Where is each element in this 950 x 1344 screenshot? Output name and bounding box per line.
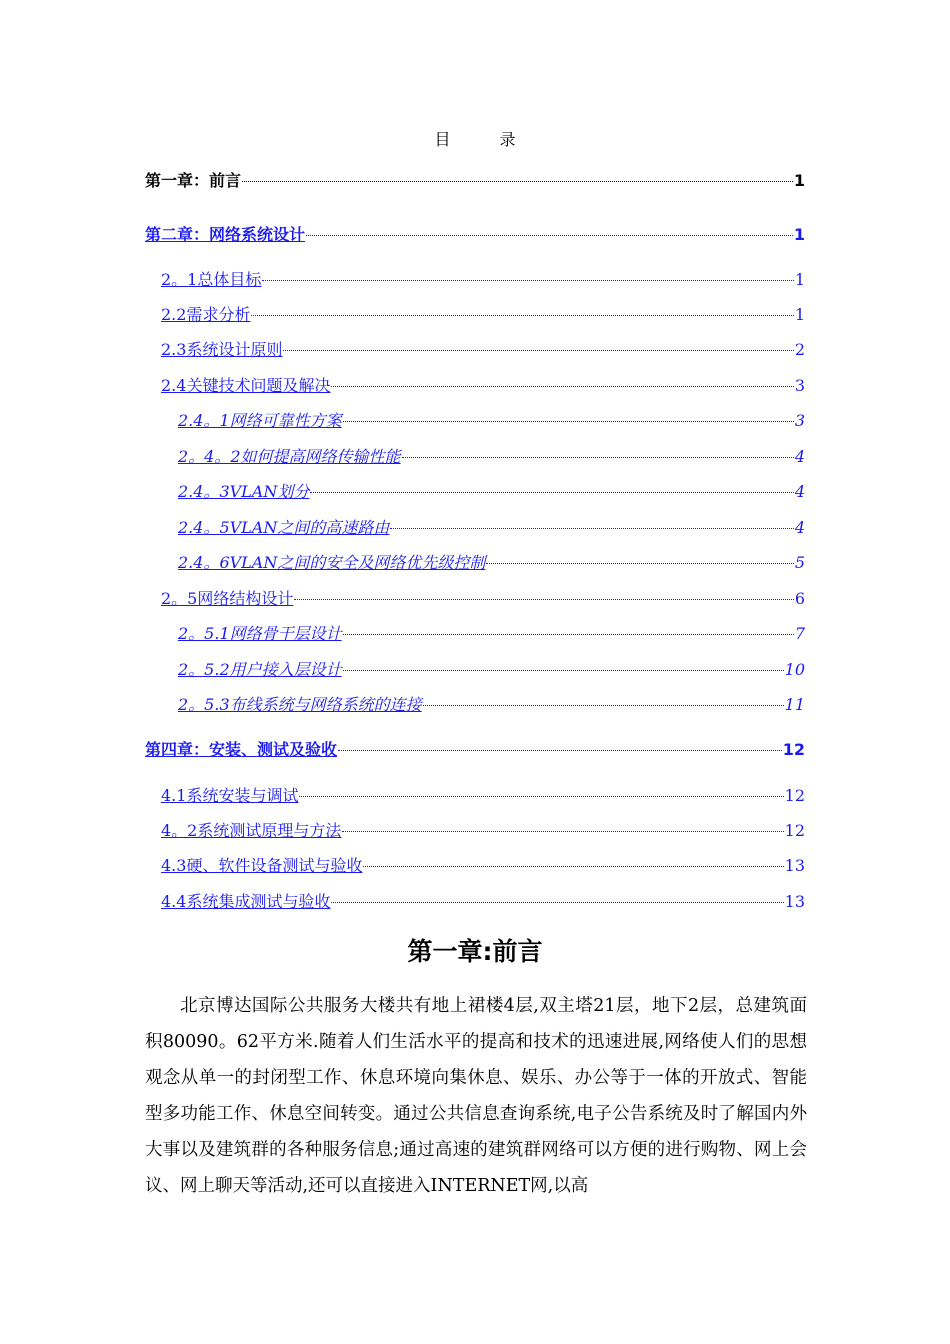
toc-entry-page: 5 xyxy=(794,553,805,572)
toc-entry-2-4-2[interactable] xyxy=(178,445,805,469)
toc-leader-dots xyxy=(390,528,793,529)
toc-entry-label: 第二章：网络系统设计 xyxy=(145,225,306,244)
toc-entry-2-5-2[interactable] xyxy=(178,658,805,682)
toc-entry-page: 13 xyxy=(784,892,805,911)
toc-entry-label: 2.4。3VLAN划分 xyxy=(178,482,310,501)
toc-entry-page: 11 xyxy=(784,695,805,714)
toc-leader-dots xyxy=(242,181,793,182)
toc-entry-page: 4 xyxy=(794,447,805,466)
toc-entry-label: 2。5.3布线系统与网络系统的连接 xyxy=(178,695,422,714)
toc-entry-2-4[interactable] xyxy=(161,374,805,398)
toc-entry-label: 第四章：安装、测试及验收 xyxy=(145,740,338,759)
chapter-paragraph: 北京博达国际公共服务大楼共有地上裙楼4层,双主塔21层，地下2层，总建筑面积80090。62平方米.随着人们生活水平的提高和技术的迅速进展,网络使人们的思想观念从单一的封闭型工作、休息环境向集休息、娱乐、办公等于一体的开放式、智能型多功能工作、休息空间转变。通过公共信息查询系统,电子公告系统及时了解国内外大事以及建筑群的各种服务信息;通过高速的建筑群网络可以方便的进行购物、网上会议、网上聊天等活动,还可以直接进入INTERNET网,以高 xyxy=(145,996,807,1196)
toc-leader-dots xyxy=(310,492,793,493)
toc-entry-4-1[interactable] xyxy=(161,784,805,808)
toc-leader-dots xyxy=(331,386,793,387)
toc-leader-dots xyxy=(343,421,794,422)
chapter-heading: 第一章:前言 xyxy=(407,937,543,966)
toc-entry-4-2[interactable] xyxy=(161,819,805,843)
toc-entry-2-4-6[interactable] xyxy=(178,551,805,575)
toc-entry-page: 1 xyxy=(794,305,805,324)
toc-entry-label: 4.3硬、软件设备测试与验收 xyxy=(161,856,363,875)
toc-entry-page: 6 xyxy=(794,589,805,608)
toc-entry-label: 2.3系统设计原则 xyxy=(161,340,283,359)
toc-entry-page: 12 xyxy=(784,786,805,805)
toc-leader-dots xyxy=(299,796,783,797)
toc-leader-dots xyxy=(402,457,794,458)
toc-entry-page: 1 xyxy=(793,225,805,244)
toc-entry-2-3[interactable] xyxy=(161,338,805,362)
toc-entry-2-5-3[interactable] xyxy=(178,693,805,717)
toc-leader-dots xyxy=(342,831,783,832)
toc-entry-label: 2。4。2如何提高网络传输性能 xyxy=(178,447,401,466)
toc-entry-2-4-1[interactable] xyxy=(178,409,805,433)
toc-entry-chapter-4[interactable] xyxy=(145,738,805,762)
toc-entry-label: 第一章：前言 xyxy=(145,171,242,190)
toc-entry-label: 4。2系统测试原理与方法 xyxy=(161,821,342,840)
toc-entry-page: 3 xyxy=(794,376,805,395)
toc-leader-dots xyxy=(262,280,793,281)
toc-entry-page: 13 xyxy=(784,856,805,875)
toc-leader-dots xyxy=(363,866,783,867)
toc-leader-dots xyxy=(294,599,793,600)
toc-title: 目 录 xyxy=(434,130,538,149)
toc-entry-page: 3 xyxy=(794,411,805,430)
toc-entry-label: 4.4系统集成测试与验收 xyxy=(161,892,331,911)
toc-entry-page: 4 xyxy=(794,482,805,501)
toc-entry-label: 2.2需求分析 xyxy=(161,305,251,324)
toc-leader-dots xyxy=(343,634,794,635)
toc-entry-chapter-2[interactable] xyxy=(145,223,805,247)
toc-entry-chapter-1[interactable] xyxy=(145,169,805,193)
toc-leader-dots xyxy=(423,705,784,706)
toc-entry-label: 2.4。5VLAN之间的高速路由 xyxy=(178,518,390,537)
toc-entry-2-1[interactable] xyxy=(161,268,805,292)
toc-entry-2-2[interactable] xyxy=(161,303,805,327)
toc-entry-page: 1 xyxy=(794,270,805,289)
toc-entry-page: 1 xyxy=(793,171,805,190)
toc-entry-2-4-3[interactable] xyxy=(178,480,805,504)
toc-entry-2-5[interactable] xyxy=(161,587,805,611)
toc-leader-dots xyxy=(283,350,793,351)
toc-entry-label: 4.1系统安装与调试 xyxy=(161,786,299,805)
toc-entry-page: 10 xyxy=(784,660,805,679)
toc-entry-label: 2。5.2用户接入层设计 xyxy=(178,660,342,679)
toc-leader-dots xyxy=(331,902,783,903)
toc-entry-page: 12 xyxy=(784,821,805,840)
toc-entry-label: 2.4。6VLAN之间的安全及网络优先级控制 xyxy=(178,553,486,572)
toc-entry-label: 2.4。1网络可靠性方案 xyxy=(178,411,342,430)
toc-entry-page: 2 xyxy=(794,340,805,359)
toc-leader-dots xyxy=(306,235,793,236)
toc-entry-label: 2。5网络结构设计 xyxy=(161,589,294,608)
toc-leader-dots xyxy=(251,315,793,316)
toc-entry-page: 12 xyxy=(782,740,805,759)
toc-leader-dots xyxy=(343,670,784,671)
toc-entry-2-4-5[interactable] xyxy=(178,516,805,540)
toc-entry-label: 2。1总体目标 xyxy=(161,270,262,289)
toc-entry-2-5-1[interactable] xyxy=(178,622,805,646)
toc-entry-4-3[interactable] xyxy=(161,854,805,878)
toc-entry-4-4[interactable] xyxy=(161,890,805,914)
toc-entry-page: 7 xyxy=(794,624,805,643)
toc-entry-label: 2。5.1网络骨干层设计 xyxy=(178,624,342,643)
toc-leader-dots xyxy=(486,563,793,564)
toc-entry-label: 2.4关键技术问题及解决 xyxy=(161,376,331,395)
toc-leader-dots xyxy=(338,750,782,751)
toc-entry-page: 4 xyxy=(794,518,805,537)
